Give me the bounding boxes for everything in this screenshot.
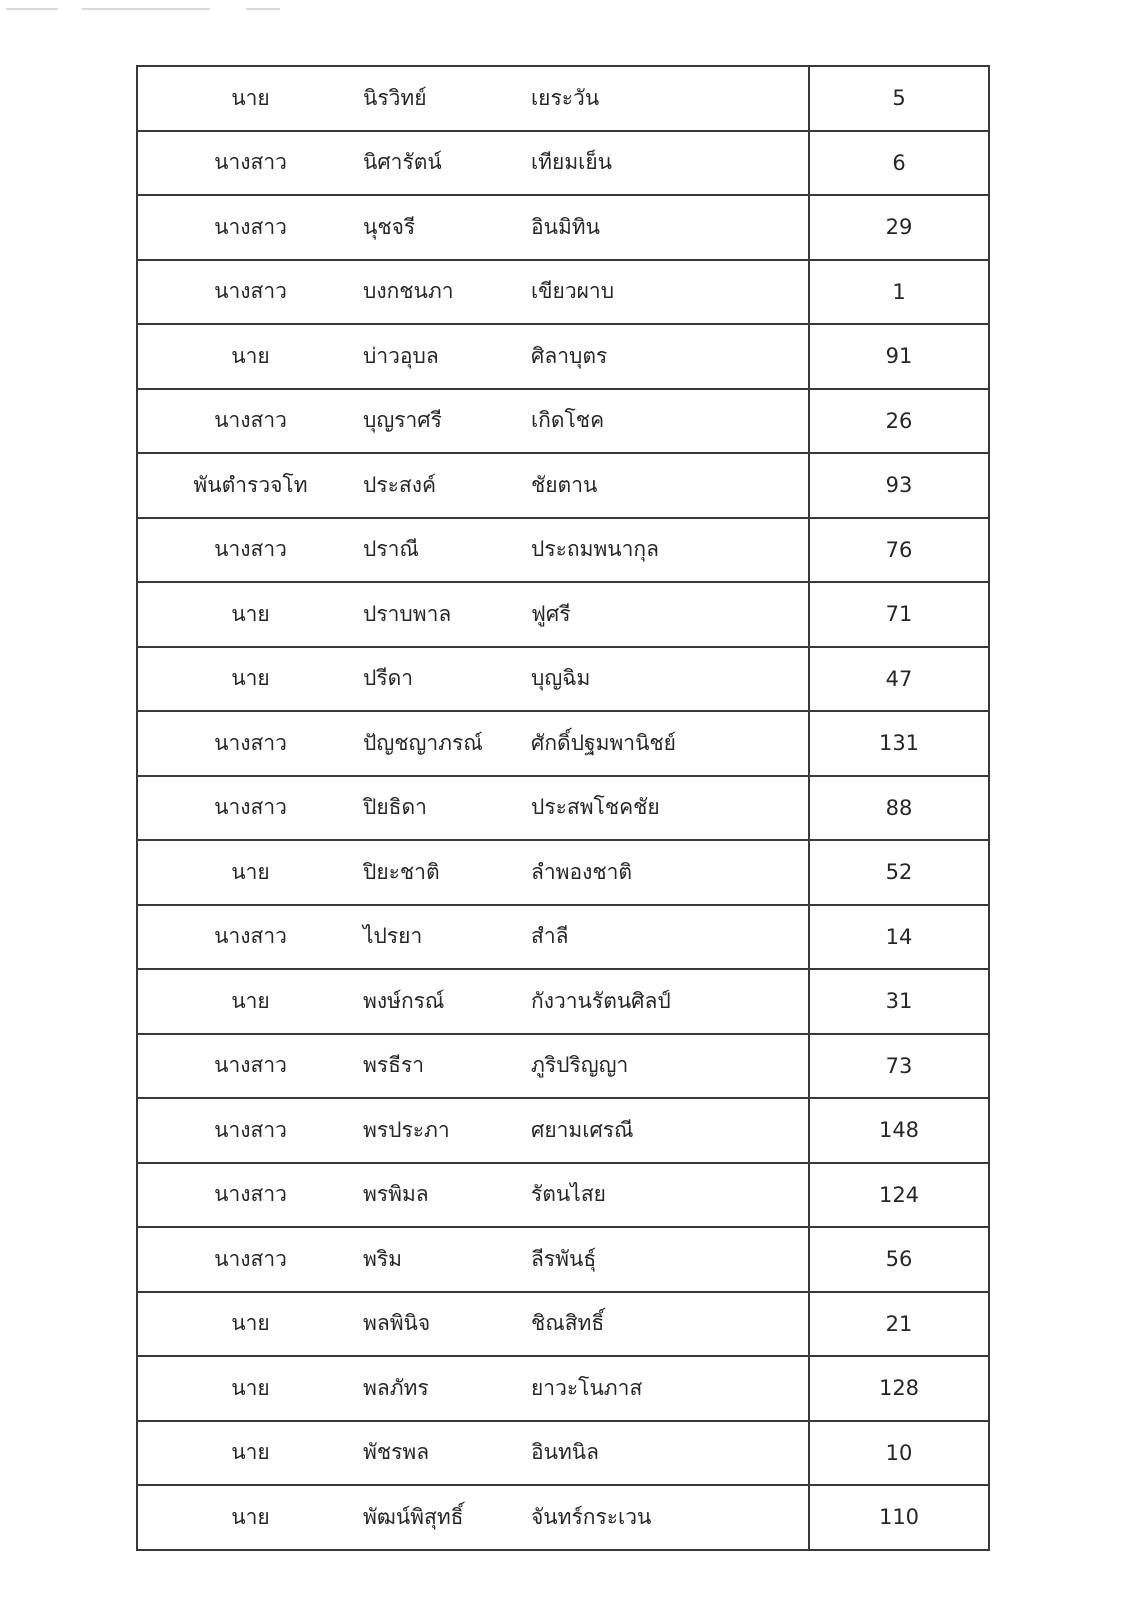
name-title-cell: นาย	[137, 66, 363, 131]
number-cell: 26	[809, 389, 989, 454]
name-title-cell: นาย	[137, 1292, 363, 1357]
table-row	[137, 66, 989, 131]
number-cell: 6	[809, 131, 989, 196]
name-title-cell: นาย	[137, 1356, 363, 1421]
name-list-table	[136, 65, 990, 1551]
first-name-cell: พลพินิจ	[363, 1311, 431, 1336]
first-name-cell: ปัญชญาภรณ์	[363, 730, 483, 755]
scan-artifact	[6, 8, 58, 10]
first-name-cell: พรธีรา	[363, 1053, 425, 1078]
name-title-cell: นาย	[137, 647, 363, 712]
number-cell: 5	[809, 66, 989, 131]
number-cell: 128	[809, 1356, 989, 1421]
number-cell: 14	[809, 905, 989, 970]
table-row	[137, 131, 989, 196]
last-name-cell: ชิณสิทธิ์	[531, 1311, 605, 1336]
last-name-cell: บุญฉิม	[531, 666, 591, 691]
last-name-cell: สำลี	[531, 924, 569, 949]
table-row	[137, 1421, 989, 1486]
last-name-cell: รัตนไสย	[531, 1182, 606, 1207]
table-row	[137, 389, 989, 454]
table-row	[137, 582, 989, 647]
last-name-cell: ยาวะโนภาส	[531, 1375, 643, 1400]
last-name-cell: ประถมพนากุล	[531, 537, 660, 562]
first-name-cell: ประสงค์	[363, 472, 437, 497]
first-name-cell: ปราณี	[363, 537, 419, 562]
last-name-cell: ภูริปริญญา	[531, 1053, 629, 1078]
name-title-cell: นางสาว	[137, 195, 363, 260]
table-row	[137, 776, 989, 841]
table-row	[137, 905, 989, 970]
last-name-cell: อินมิทิน	[531, 214, 601, 239]
first-name-cell: ปิยธิดา	[363, 795, 427, 820]
first-name-cell: นิศารัตน์	[363, 150, 442, 175]
name-title-cell: นางสาว	[137, 776, 363, 841]
first-name-cell: ปรีดา	[363, 666, 414, 691]
last-name-cell: จันทร์กระเวน	[531, 1504, 652, 1529]
last-name-cell: ลีรพันธุ์	[531, 1246, 597, 1271]
table-row	[137, 1227, 989, 1292]
table-row	[137, 1356, 989, 1421]
first-name-cell: ปิยะชาติ	[363, 859, 440, 884]
last-name-cell: เยระวัน	[531, 85, 600, 110]
first-name-cell: พัชรพล	[363, 1440, 430, 1465]
last-name-cell: เขียวผาบ	[531, 279, 615, 304]
last-name-cell: เกิดโชค	[531, 408, 605, 433]
table-row	[137, 518, 989, 583]
number-cell: 52	[809, 840, 989, 905]
last-name-cell: อินทนิล	[531, 1440, 600, 1465]
last-name-cell: เทียมเย็น	[531, 150, 613, 175]
scan-artifact	[246, 8, 280, 10]
table-row	[137, 969, 989, 1034]
name-title-cell: นางสาว	[137, 1163, 363, 1228]
table-row	[137, 195, 989, 260]
table-row	[137, 711, 989, 776]
table-row	[137, 1163, 989, 1228]
name-title-cell: นาย	[137, 324, 363, 389]
name-title-cell: นาย	[137, 1485, 363, 1550]
first-name-cell: พรประภา	[363, 1117, 450, 1142]
table-row	[137, 260, 989, 325]
first-name-cell: บุญราศรี	[363, 408, 442, 433]
name-title-cell: นางสาว	[137, 131, 363, 196]
first-name-cell: พงษ์กรณ์	[363, 988, 445, 1013]
name-title-cell: นาย	[137, 1421, 363, 1486]
name-title-cell: นาย	[137, 582, 363, 647]
name-title-cell: นางสาว	[137, 1098, 363, 1163]
name-title-cell: นางสาว	[137, 905, 363, 970]
number-cell: 76	[809, 518, 989, 583]
last-name-cell: ศักดิ์ปฐมพานิชย์	[531, 730, 676, 755]
first-name-cell: พรพิมล	[363, 1182, 429, 1207]
table-row	[137, 1485, 989, 1550]
last-name-cell: ชัยตาน	[531, 472, 598, 497]
table-row	[137, 453, 989, 518]
name-title-cell: นางสาว	[137, 389, 363, 454]
last-name-cell: ศยามเศรณี	[531, 1117, 634, 1142]
first-name-cell: นุชจรี	[363, 214, 416, 239]
first-name-cell: ไปรยา	[363, 924, 423, 949]
number-cell: 110	[809, 1485, 989, 1550]
name-list-body	[137, 66, 989, 1550]
number-cell: 91	[809, 324, 989, 389]
first-name-cell: บ่าวอุบล	[363, 343, 439, 368]
number-cell: 10	[809, 1421, 989, 1486]
first-name-cell: พริม	[363, 1246, 402, 1271]
number-cell: 47	[809, 647, 989, 712]
number-cell: 71	[809, 582, 989, 647]
name-title-cell: นาย	[137, 840, 363, 905]
name-title-cell: นางสาว	[137, 711, 363, 776]
table-row	[137, 1034, 989, 1099]
scan-artifact	[82, 8, 210, 10]
last-name-cell: กังวานรัตนศิลป์	[531, 988, 671, 1013]
name-title-cell: นางสาว	[137, 518, 363, 583]
number-cell: 131	[809, 711, 989, 776]
number-cell: 148	[809, 1098, 989, 1163]
last-name-cell: ศิลาบุตร	[531, 343, 608, 368]
name-title-cell: นางสาว	[137, 260, 363, 325]
table-row	[137, 647, 989, 712]
number-cell: 88	[809, 776, 989, 841]
name-title-cell: พันตำรวจโท	[137, 453, 363, 518]
number-cell: 1	[809, 260, 989, 325]
first-name-cell: บงกชนภา	[363, 279, 454, 304]
first-name-cell: นิรวิทย์	[363, 85, 427, 110]
number-cell: 29	[809, 195, 989, 260]
first-name-cell: ปราบพาล	[363, 601, 452, 626]
table-row	[137, 840, 989, 905]
last-name-cell: ลำพองชาติ	[531, 859, 633, 884]
name-title-cell: นางสาว	[137, 1227, 363, 1292]
first-name-cell: พัฒน์พิสุทธิ์	[363, 1504, 464, 1529]
number-cell: 31	[809, 969, 989, 1034]
table-row	[137, 1292, 989, 1357]
number-cell: 93	[809, 453, 989, 518]
last-name-cell: ประสพโชคชัย	[531, 795, 660, 820]
number-cell: 73	[809, 1034, 989, 1099]
table-row	[137, 1098, 989, 1163]
name-title-cell: นางสาว	[137, 1034, 363, 1099]
last-name-cell: ฟูศรี	[531, 601, 571, 626]
number-cell: 56	[809, 1227, 989, 1292]
number-cell: 21	[809, 1292, 989, 1357]
name-title-cell: นาย	[137, 969, 363, 1034]
number-cell: 124	[809, 1163, 989, 1228]
table-row	[137, 324, 989, 389]
first-name-cell: พลภัทร	[363, 1375, 429, 1400]
